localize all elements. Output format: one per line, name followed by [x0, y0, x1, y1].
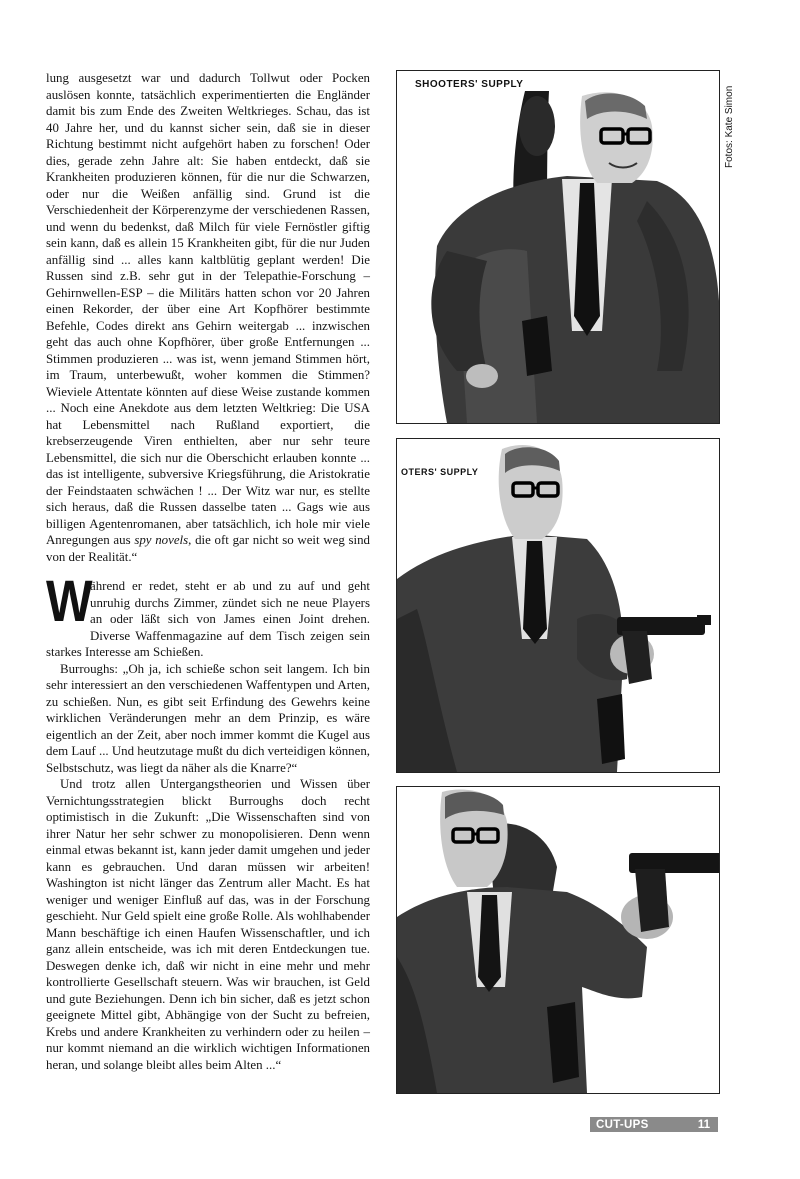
photo-2-illustration [397, 439, 719, 772]
photo-burroughs-aiming-pistol [396, 438, 720, 773]
page-number: 11 [697, 1118, 710, 1131]
paragraph-1-end: , die oft gar nicht so weit weg sind von der Realität.“ [46, 533, 370, 564]
photo-1-illustration [397, 71, 719, 423]
photo-burroughs-standing [396, 70, 720, 424]
drop-cap: W [46, 569, 93, 634]
paragraph-4: Und trotz allen Untergangstheorien und Wissen über Vernichtungsstrategien blickt Burroughs doch recht optimistisch in die Zukunft: „Die Wissenschaften sind von ihrer Natur her sehr schwer zu monopolisieren. Denn wenn einmal etwas bekannt ist, kann jeder damit umgehen und jeder kann es gebrauchen. Und daran müssen wir arbeiten! Washington ist nicht länger das Zentrum aller Macht. Es hat weniger und weniger Einfluß auf das, was in der Forschung geschieht. Nur Geld spielt eine große Rolle. Als wohlhabender Mann beschäftige ich einen Haufen Wissenschaftler, und ich ganz allein entscheide, was ich mit deren Entdeckungen tue. Deswegen denke ich, daß wir nicht in eine mehr und mehr kontrollierte Gesellschaft steuern. Was wir brauchen, ist Geld und gute Beziehungen. Denn ich bin sicher, daß es jetzt schon geeignete Mittel gibt, Abhängige von der Sucht zu befreien, Krebs und andere Krankheiten zu verhindern oder zu heilen – nur kommt niemand an die wirklich wichtigen Informationen heran, und solange bleibt alles beim Alten ...“ [46, 777, 370, 1072]
shooters-supply-sign-partial: OTERS' SUPPLY [401, 467, 479, 477]
article-text-column [46, 70, 370, 1073]
photo-3-illustration [397, 787, 719, 1093]
paragraph-2 [46, 569, 370, 661]
photo-credit-text: Fotos: Kate Simon [724, 85, 735, 168]
magazine-name: CUT-UPS [596, 1118, 649, 1131]
photo-burroughs-aiming-pistol-closeup [396, 786, 720, 1094]
photo-credit [724, 72, 738, 192]
page-footer [590, 1117, 718, 1132]
paragraph-1 [46, 70, 370, 565]
paragraph-3: Burroughs: „Oh ja, ich schieße schon seit langem. Ich bin sehr interessiert an den verschiedenen Waffentypen und Arten, zu schießen. Nun, es gibt seit Erfindung des Gewehrs keine wirklichen Veränderungen mehr an dem Prinzip, es wäre eigentlich an der Zeit, aber noch immer kommt die Kugel aus dem Lauf ... Und heutzutage mußt du dich verteidigen können, Selbstschutz, was liegt da näher als die Knarre?“ [46, 661, 370, 775]
shooters-supply-sign: SHOOTERS' SUPPLY [415, 79, 524, 90]
paragraph-2-text: ährend er redet, steht er ab und zu auf und geht unruhig durchs Zimmer, zündet sich ne neue Players an oder läßt sich von James einen Joint drehen. Diverse Waffenmagazine auf dem Tisch zeigen sein starkes Interesse am Schießen. [46, 579, 370, 659]
paragraph-1-text: lung ausgesetzt war und dadurch Tollwut oder Pocken auslösen konnte, tatsächlich experimentierten die Engländer damit bis zum Ende des Zweiten Weltkrieges. Schau, das ist 40 Jahre her, und du kannst sicher sein, daß sie in dieser Richtung bestimmt nicht aufgehört haben zu forschen! Oder dies, gerade zehn Jahre alt: Sie haben entdeckt, daß sie Krankheiten produzieren können, für die nur die Schwarzen, oder nur die Weißen anfällig sind. Grund ist die Verschiedenheit der Körperenzyme der verschiedenen Rassen, und wenn du bedenkst, daß Milch für viele Fernöstler giftig sein kann, daß es allein 15 Krankheiten gibt, für die nur Juden anfällig sind ... alles kann kaltblütig geplant werden! Die Russen sind z.B. sehr gut in der Telepathie-Forschung – Gehirnwellen-ESP – die Militärs hatten schon vor 20 Jahren einen Rekorder, der über eine Art Kopfhörer bestimmte Befehle, Codes direkt ans Gehirn weitergab ... inzwischen geht das auch ohne Kopfhörer, über große Entfernungen ... Stimmen produzieren ... was ist, wenn jemand Stimmen hört, im Traum, unterbewußt, woher kommen die Stimmen? Wieviele Attentate könnten auf diese Weise zustande kommen ... Noch eine Anekdote aus dem letzten Weltkrieg: Die USA hat Lebensmittel nach Rußland exportiert, die krebserzeugende Viren enthielten, aber nur sehr teure Lebensmittel, die sich nur die Oberschicht erlauben konnte ... das ist intelligente, subversive Kriegsführung, die Aristokratie der Feindstaaten schwächen ! ... Der Witz war nur, es stellte sich heraus, daß die Russen dasselbe taten ... Gags wie aus billigen Agentenromanen, aber tatsächlich, ich hole mir viele Anregungen aus [46, 71, 370, 547]
paragraph-1-italic: spy novels [134, 533, 189, 547]
